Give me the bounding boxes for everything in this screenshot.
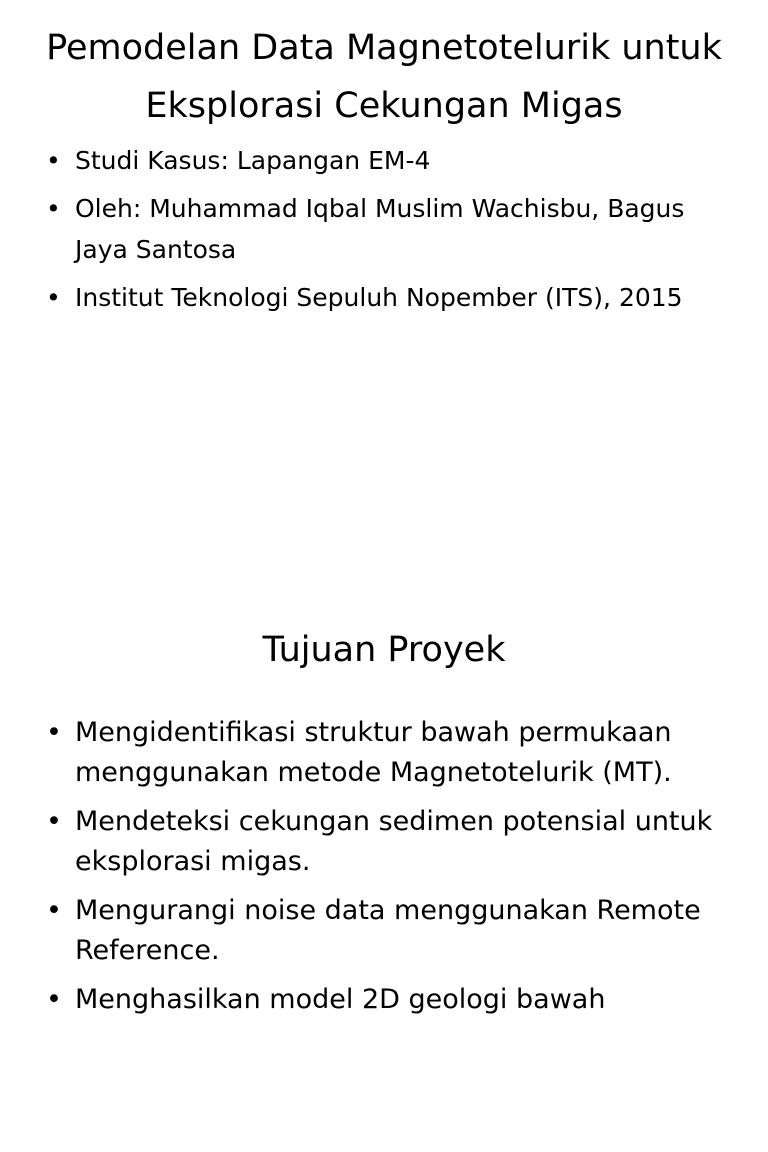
bullet-dot-icon: • [46, 895, 62, 926]
slide-title: Tujuan Proyek [262, 630, 506, 670]
bullet-dot-icon: • [46, 146, 61, 175]
bullet-item [46, 277, 736, 318]
bullet-dot-icon: • [46, 283, 61, 312]
bullet-text: Mengidentifikasi struktur bawah permukaan menggunakan metode Magnetotelurik (MT). [75, 717, 672, 788]
bullet-text: Oleh: Muhammad Iqbal Muslim Wachisbu, Bagus Jaya Santosa [75, 194, 685, 264]
bullet-dot-icon: • [46, 194, 61, 223]
bullet-text: Institut Teknologi Sepuluh Nopember (ITS), 2015 [75, 283, 683, 312]
bullet-item [46, 891, 736, 971]
bullet-dot-icon: • [46, 806, 62, 837]
bullet-item [46, 188, 736, 270]
slide-2 [0, 576, 768, 1152]
bullet-text: Studi Kasus: Lapangan EM-4 [75, 146, 431, 175]
bullet-text: Mengurangi noise data menggunakan Remote Reference. [75, 895, 701, 966]
bullet-item [46, 802, 736, 882]
bullet-dot-icon: • [46, 717, 62, 748]
bullet-item [46, 980, 736, 1020]
bullet-item [46, 713, 736, 793]
bullet-text: Mendeteksi cekungan sedimen potensial untuk eksplorasi migas. [75, 806, 713, 877]
bullet-list [46, 140, 736, 325]
bullet-list [46, 713, 736, 1029]
bullet-text: Menghasilkan model 2D geologi bawah [75, 984, 606, 1015]
bullet-dot-icon: • [46, 984, 62, 1015]
bullet-item [46, 140, 736, 181]
slide-title: Pemodelan Data Magnetotelurik untuk Eksplorasi Cekungan Migas [46, 28, 722, 126]
